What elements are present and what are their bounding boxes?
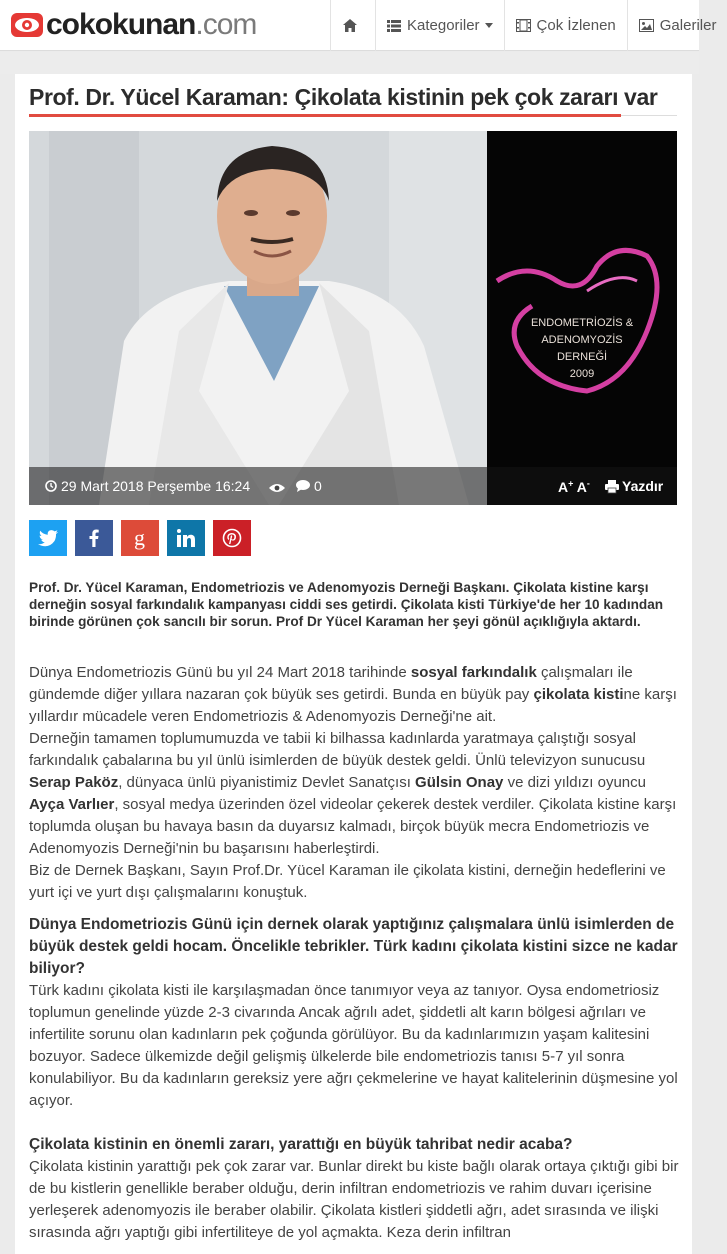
top-navbar xyxy=(0,0,717,51)
article-date xyxy=(45,478,250,494)
article-paragraph-2: Derneğin tamamen toplumumuzda ve tabii ki bilhassa kadınlarda yaratmaya çalıştığı sosyal farkındalık çabalarına bu yıl ünlü isimlerden de büyük destek geldi. Ünlü televizyon sunucusu Serap Paköz, dünyaca ünlü piyanistimiz Devlet Sanatçısı Gülsin Onay ve dizi yıldızı oyuncu Ayça Varlıer, sosyal medya üzerinden özel videolar çekerek destek verdiler. Çikolata kistine karşı toplumda oluşan bu havaya basın da duyarsız kalmadı, birçok büyük mecra Endometriozis ve Adenomyozis Derneği'nin bu başarısını haberleştirdi. xyxy=(29,730,677,857)
nav-galeriler[interactable] xyxy=(627,0,727,51)
person-serap-pakoz: Serap Paköz xyxy=(29,774,119,791)
association-logo-line2: ADENOMYOZİS xyxy=(541,334,623,346)
comment-count[interactable] xyxy=(296,478,322,494)
clock-icon xyxy=(45,480,57,492)
title-underline xyxy=(29,114,621,117)
nav-cok-izlenen[interactable] xyxy=(504,0,627,51)
share-twitter-button[interactable] xyxy=(29,520,67,556)
article-date-text: 29 Mart 2018 Perşembe 16:24 xyxy=(61,478,251,494)
list-icon xyxy=(387,20,401,32)
share-linkedin-button[interactable] xyxy=(167,520,205,556)
association-logo-line4: 2009 xyxy=(569,368,595,380)
page-band xyxy=(0,52,699,74)
nav-galeriler-label: Galeriler xyxy=(659,17,717,34)
main-nav xyxy=(330,0,727,51)
logo-main-text: cokokunan xyxy=(46,8,196,41)
linkedin-icon xyxy=(177,529,195,547)
caret-down-icon xyxy=(485,23,493,28)
share-pinterest-button[interactable] xyxy=(213,520,251,556)
share-googleplus-button[interactable] xyxy=(121,520,159,556)
association-logo-panel xyxy=(487,131,677,505)
share-facebook-button[interactable] xyxy=(75,520,113,556)
film-icon xyxy=(516,19,531,32)
print-button[interactable] xyxy=(605,478,663,494)
print-icon xyxy=(605,480,619,493)
font-size-controls xyxy=(558,478,590,495)
logo-tld-text: .com xyxy=(195,8,257,41)
print-label: Yazdır xyxy=(622,478,664,494)
interview-question-1: Dünya Endometriozis Günü için dernek olarak yaptığınız çalışmalara ünlü isimlerden de büyük destek geldi hocam. Öncelikle tebrikler. Türk kadını çikolata kistini sizce ne kadar biliyor? xyxy=(29,916,678,977)
twitter-icon xyxy=(38,530,58,546)
person-ayca-varlier: Ayça Varlıer xyxy=(29,796,115,813)
nav-home[interactable] xyxy=(330,0,375,51)
image-icon xyxy=(639,19,654,32)
doctor-photo xyxy=(29,131,487,505)
interview-question-2: Çikolata kistinin en önemli zararı, yarattığı en büyük tahribat nedir acaba? xyxy=(29,1136,573,1153)
comment-count-text: 0 xyxy=(314,478,322,494)
pinterest-icon xyxy=(223,529,241,547)
title-underline-gray xyxy=(621,115,677,116)
keyword-cikolata-kisti: çikolata kisti xyxy=(533,686,624,703)
association-logo-line3: DERNEĞİ xyxy=(556,351,608,363)
article-paragraph-3: Biz de Dernek Başkanı, Sayın Prof.Dr. Yücel Karaman ile çikolata kistini, derneğin hedeflerini ve yurt içi ve yurt dışı çalışmalarını konuştuk. xyxy=(29,862,666,901)
eye-logo-icon xyxy=(10,12,44,38)
article-paragraph-1: Dünya Endometriozis Günü bu yıl 24 Mart 2018 tarihinde sosyal farkındalık çalışmaları ile gündemde diğer yıllara nazaran çok büyük ses getirdi. Bunda en büyük pay çikolata kistine karşı yıllardır mücadele veren Endometriozis & Adenomyozis Derneği'ne ait. xyxy=(29,664,677,725)
association-logo-line1: ENDOMETRİOZİS & xyxy=(530,317,634,329)
interview-answer-1: Türk kadını çikolata kisti ile karşılaşmadan önce tanımıyor veya az tanıyor. Oysa endometriosiz toplumun genelinde yüzde 2-3 civarında Ancak ağrılı adet, şiddetli alt karın bölgesi ağrıları ve infertilite sorunu olan kadınların pek çoğunda görülüyor. Bu da kadınlarımızın yaşam kalitesini bozuyor. Sadece ülkemizde değil gelişmiş ülkelerde bile endometriozis tanısı 5-7 yıl sonra konulabiliyor. Bu da kadınların gereksiz yere ağrı çekmelerine ve hayat kalitelerinin düşmesine yol açıyor. xyxy=(29,982,678,1109)
person-gulsin-onay: Gülsin Onay xyxy=(415,774,504,791)
nav-kategoriler-label: Kategoriler xyxy=(407,17,480,34)
site-logo[interactable] xyxy=(10,7,256,43)
article-hero-image xyxy=(29,131,677,505)
nav-cok-izlenen-label: Çok İzlenen xyxy=(536,17,616,34)
comment-icon xyxy=(296,480,310,492)
article-title: Prof. Dr. Yücel Karaman: Çikolata kistinin pek çok zararı var xyxy=(29,84,658,110)
svg-text:g: g xyxy=(134,525,145,550)
article-card xyxy=(15,74,692,1254)
article-lead: Prof. Dr. Yücel Karaman, Endometriozis ve Adenomyozis Derneği Başkanı. Çikolata kistine karşı derneğin sosyal farkındalık kampanyası ciddi ses getirdi. Çikolata kisti Türkiye'de her 10 kadından birinde görünen çok sancılı bir sorun. Prof Dr Yücel Karaman her şeyi gönül açıklığıyla aktardı. xyxy=(29,580,664,629)
eye-icon xyxy=(269,480,285,498)
facebook-icon xyxy=(89,529,99,547)
google-plus-icon xyxy=(132,525,148,550)
interview-answer-2: Çikolata kistinin yarattığı pek çok zarar var. Bunlar direkt bu kiste bağlı olarak ortaya çıktığı gibi bir de bu kistlerin genellikle beraber olduğu, derin infiltran endometriozis ve rahim duvarı içerisine yerleşerek adenomyozis ile beraber olabilir. Çikolata kistleri şiddetli ağrı, adet sırasında ve ilişki sırasında ağrı yaptığı gibi infertiliteye de yol açmakta. Keza derin infiltran xyxy=(29,1158,679,1241)
keyword-sosyal-farkindalik: sosyal farkındalık xyxy=(410,664,537,681)
font-increase-button[interactable]: A+ xyxy=(558,478,574,495)
font-decrease-button[interactable]: A- xyxy=(576,478,590,495)
nav-kategoriler[interactable] xyxy=(375,0,504,51)
home-icon xyxy=(343,19,357,32)
